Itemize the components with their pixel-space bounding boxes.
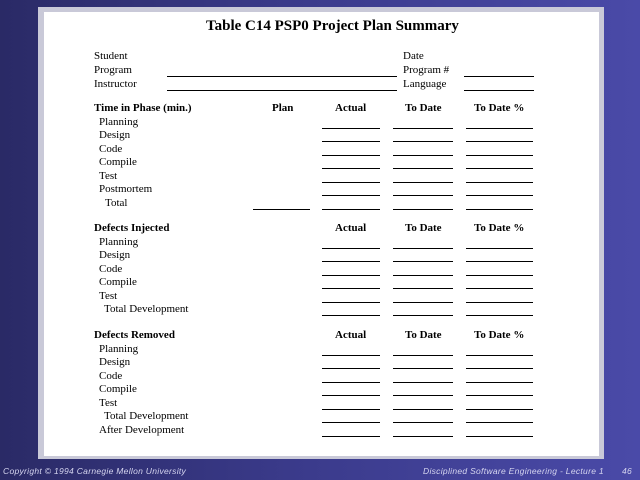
removed-col-actual: Actual <box>335 329 367 341</box>
time-field-total-to-date-[interactable] <box>466 209 533 210</box>
removed-col-to-date: To Date <box>405 329 442 341</box>
injected-row-code: Code <box>99 262 123 275</box>
program-label: Program <box>94 64 132 76</box>
instructor-field[interactable] <box>167 90 397 91</box>
injected-field-planning-to-date[interactable] <box>393 248 453 249</box>
removed-row-planning: Planning <box>99 342 139 355</box>
time-row-test: Test <box>99 169 118 182</box>
time-field-compile-to-date-[interactable] <box>466 168 533 169</box>
time-heading: Time in Phase (min.) <box>94 102 192 114</box>
injected-field-code-actual[interactable] <box>322 275 380 276</box>
program-number-label: Program # <box>403 64 450 76</box>
time-field-design-to-date[interactable] <box>393 141 453 142</box>
removed-field-compile-actual[interactable] <box>322 395 380 396</box>
time-field-total-actual[interactable] <box>322 209 380 210</box>
injected-field-compile-to-date-[interactable] <box>466 288 533 289</box>
removed-field-test-actual[interactable] <box>322 409 380 410</box>
program-field[interactable] <box>167 76 397 77</box>
removed-field-total-development-actual[interactable] <box>322 422 380 423</box>
injected-col-actual: Actual <box>335 222 367 234</box>
injected-row-test: Test <box>99 289 118 302</box>
time-field-total-plan[interactable] <box>253 209 310 210</box>
time-row-planning: Planning <box>99 115 139 128</box>
injected-field-total-development-actual[interactable] <box>322 315 380 316</box>
injected-row-compile: Compile <box>99 276 137 288</box>
removed-field-code-to-date[interactable] <box>393 382 453 383</box>
injected-field-compile-to-date[interactable] <box>393 288 453 289</box>
removed-field-after-development-actual[interactable] <box>322 436 380 437</box>
time-row-total: Total <box>105 196 128 209</box>
time-field-design-actual[interactable] <box>322 141 380 142</box>
injected-field-test-to-date[interactable] <box>393 302 453 303</box>
time-row-compile: Compile <box>99 156 137 168</box>
removed-field-test-to-date-[interactable] <box>466 409 533 410</box>
form-sheet <box>44 12 599 456</box>
injected-col-to-date: To Date <box>405 222 442 234</box>
removed-field-after-development-to-date[interactable] <box>393 436 453 437</box>
time-field-planning-actual[interactable] <box>322 128 380 129</box>
injected-field-design-actual[interactable] <box>322 261 380 262</box>
form-title: Table C14 PSP0 Project Plan Summary <box>206 18 459 34</box>
removed-row-code: Code <box>99 369 123 382</box>
removed-field-design-actual[interactable] <box>322 368 380 369</box>
time-col-actual: Actual <box>335 102 367 114</box>
removed-field-compile-to-date[interactable] <box>393 395 453 396</box>
removed-field-total-development-to-date[interactable] <box>393 422 453 423</box>
removed-field-test-to-date[interactable] <box>393 409 453 410</box>
course-footer: Disciplined Software Engineering - Lecture 1 <box>423 466 604 476</box>
removed-field-planning-to-date-[interactable] <box>466 355 533 356</box>
injected-field-code-to-date[interactable] <box>393 275 453 276</box>
time-row-postmortem: Postmortem <box>99 183 153 195</box>
injected-field-compile-actual[interactable] <box>322 288 380 289</box>
time-field-postmortem-actual[interactable] <box>322 195 380 196</box>
removed-field-planning-to-date[interactable] <box>393 355 453 356</box>
instructor-label: Instructor <box>94 78 137 90</box>
removed-field-planning-actual[interactable] <box>322 355 380 356</box>
removed-row-after-development: After Development <box>99 423 185 436</box>
time-col-plan: Plan <box>272 102 294 114</box>
time-field-code-to-date-[interactable] <box>466 155 533 156</box>
injected-col-to-date: To Date % <box>474 222 525 234</box>
time-field-test-actual[interactable] <box>322 182 380 183</box>
removed-col-to-date: To Date % <box>474 329 525 341</box>
time-row-design: Design <box>99 129 131 141</box>
removed-field-compile-to-date-[interactable] <box>466 395 533 396</box>
injected-row-design: Design <box>99 249 131 261</box>
removed-field-design-to-date[interactable] <box>393 368 453 369</box>
injected-heading: Defects Injected <box>94 222 170 234</box>
injected-field-planning-to-date-[interactable] <box>466 248 533 249</box>
student-label: Student <box>94 50 128 62</box>
time-field-planning-to-date[interactable] <box>393 128 453 129</box>
time-field-code-actual[interactable] <box>322 155 380 156</box>
injected-field-total-development-to-date[interactable] <box>393 315 453 316</box>
removed-row-test: Test <box>99 396 118 409</box>
language-label: Language <box>403 78 447 90</box>
removed-field-code-actual[interactable] <box>322 382 380 383</box>
copyright-footer: Copyright © 1994 Carnegie Mellon University <box>3 466 187 476</box>
injected-row-total-development: Total Development <box>104 303 189 315</box>
time-field-design-to-date-[interactable] <box>466 141 533 142</box>
time-row-code: Code <box>99 142 123 155</box>
time-field-code-to-date[interactable] <box>393 155 453 156</box>
injected-field-test-to-date-[interactable] <box>466 302 533 303</box>
injected-field-design-to-date[interactable] <box>393 261 453 262</box>
time-field-compile-to-date[interactable] <box>393 168 453 169</box>
page-number: 46 <box>622 466 633 476</box>
time-field-postmortem-to-date[interactable] <box>393 195 453 196</box>
time-field-test-to-date[interactable] <box>393 182 453 183</box>
removed-row-total-development: Total Development <box>104 410 189 422</box>
removed-row-compile: Compile <box>99 383 137 395</box>
removed-field-code-to-date-[interactable] <box>466 382 533 383</box>
time-field-compile-actual[interactable] <box>322 168 380 169</box>
time-field-total-to-date[interactable] <box>393 209 453 210</box>
injected-field-code-to-date-[interactable] <box>466 275 533 276</box>
injected-row-planning: Planning <box>99 235 139 248</box>
injected-field-design-to-date-[interactable] <box>466 261 533 262</box>
time-field-test-to-date-[interactable] <box>466 182 533 183</box>
removed-field-total-development-to-date-[interactable] <box>466 422 533 423</box>
removed-field-design-to-date-[interactable] <box>466 368 533 369</box>
injected-field-test-actual[interactable] <box>322 302 380 303</box>
injected-field-total-development-to-date-[interactable] <box>466 315 533 316</box>
time-col-to-date: To Date <box>405 102 442 114</box>
program-number-field[interactable] <box>464 76 534 77</box>
date-label: Date <box>403 50 424 62</box>
language-field[interactable] <box>464 90 534 91</box>
time-field-postmortem-to-date-[interactable] <box>466 195 533 196</box>
time-col-to-date: To Date % <box>474 102 525 114</box>
time-field-planning-to-date-[interactable] <box>466 128 533 129</box>
injected-field-planning-actual[interactable] <box>322 248 380 249</box>
removed-heading: Defects Removed <box>94 329 175 341</box>
removed-row-design: Design <box>99 356 131 368</box>
removed-field-after-development-to-date-[interactable] <box>466 436 533 437</box>
